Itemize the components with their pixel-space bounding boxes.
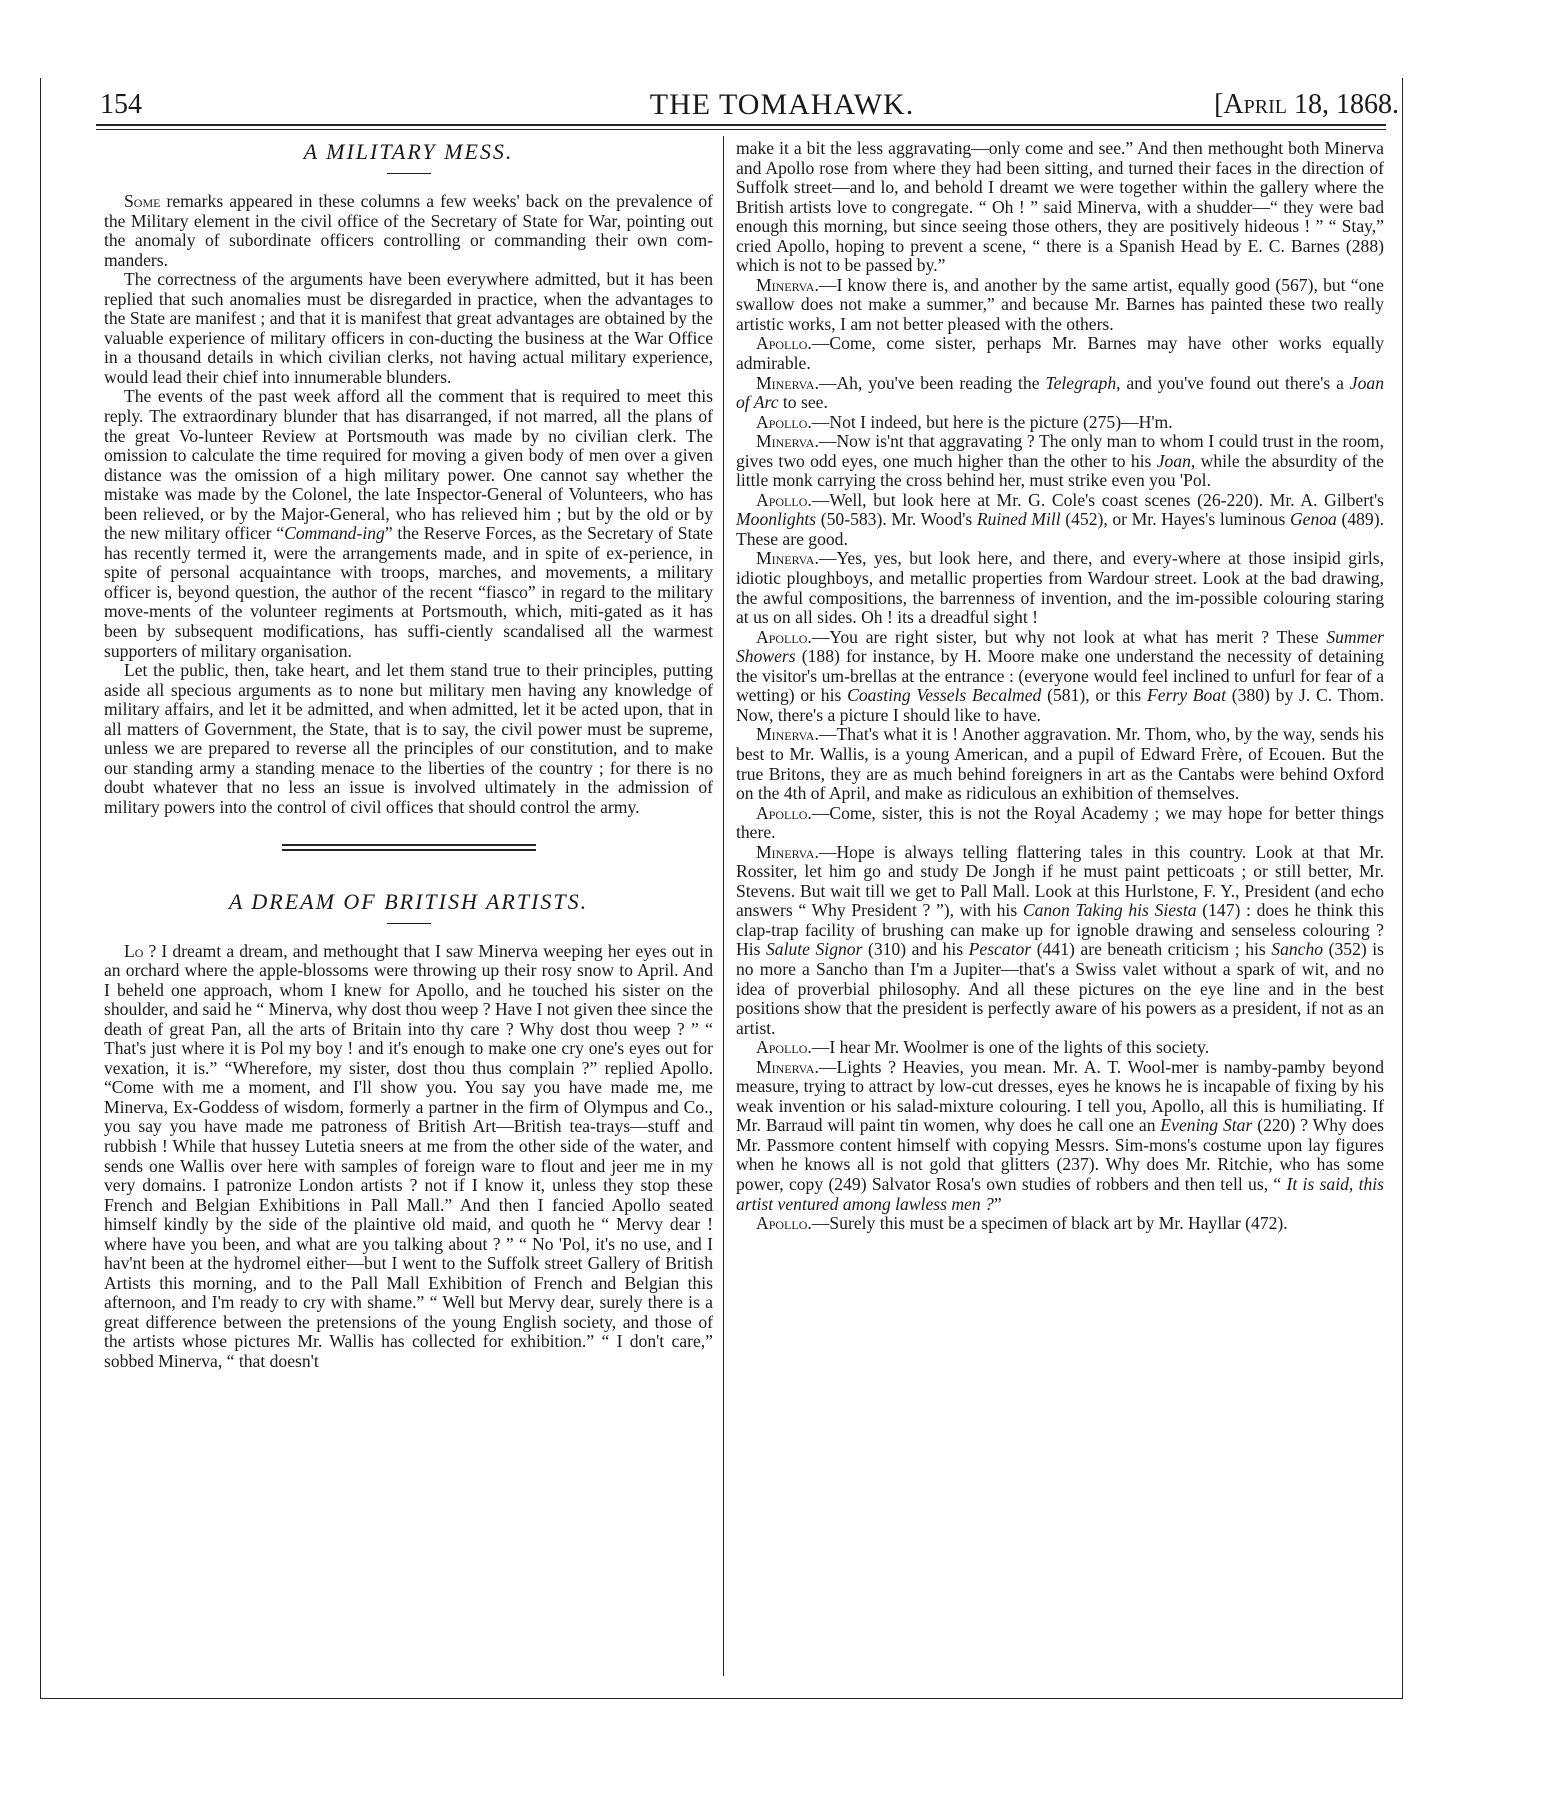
lead-word: Some: [124, 191, 161, 211]
dialogue-line: Apollo.—I hear Mr. Woolmer is one of the lights of this society.: [756, 1037, 1210, 1058]
dialogue-line: Minerva.—Yes, yes, but look here, and there, and every-where at those insipid girls, idiotic ploughboys, and metallic properties from Wardour street. Look at the bad drawing, the awful compositions, the barrenness of invention, and the im-possible colouring staring at us on all sides. Oh ! its a dreadful sight !: [736, 548, 1384, 628]
dialogue-line: Minerva.—I know there is, and another by the same artist, equally good (567), but “one swallow does not make a summer,” and because Mr. Barnes has painted these two really artistic works, I am not better pleased with the others.: [736, 274, 1384, 334]
dialogue-line: Apollo.—Not I indeed, but here is the picture (275)—H'm.: [756, 411, 1173, 432]
paragraph: make it a bit the less aggravating—only come and see.” And then methought both Minerva and Apollo rose from where they had been sitting, and turned their faces in the direction of Suffolk street—and lo, and behold I dreamt we were together within the gallery where the British artists love to congregate. “ Oh ! ” said Minerva, with a shudder—“ they were bad enough this morning, but since seeing those others, they are positively hideous ! ” “ Stay,” cried Apollo, hoping to prevent a scene, “ there is a Spanish Head by E. C. Barnes (288) which is not to be passed by.”: [736, 138, 1384, 276]
lead-word: Lo: [124, 940, 144, 961]
paragraph: Let the public, then, take heart, and let them stand true to their principles, putting aside all specious arguments as to none but military men having any knowledge of military affairs, and let it be admitted, and when admitted, let it be acted upon, that in all matters of Government, the State, that is to say, the civil power must be supreme, unless we are prepared to reverse all the principles of our constitution, and to make our standing army a standing menace to the liberties of the country ; for there is no doubt whatever that no less an issue is involved ultimately in the admission of military powers into the control of civil offices that should control the army.: [104, 660, 713, 817]
header-rule-top: [96, 124, 1386, 126]
left-column: [104, 139, 713, 1372]
dialogue-line: Apollo.—Come, come sister, perhaps Mr. Barnes may have other works equally admirable.: [736, 333, 1384, 374]
article-title-military-mess: A MILITARY MESS.: [303, 139, 514, 164]
title-dash: [387, 173, 431, 174]
publication-title: THE TOMAHAWK.: [649, 88, 915, 121]
paragraph: Some remarks appeared in these columns a few weeks' back on the prevalence of the Military element in the civil office of the Secretary of State for War, pointing out the anomaly of subordinate officers controlling or commanding their own com-manders.: [104, 191, 714, 270]
header-rule-bottom: [96, 129, 1386, 130]
paragraph: The correctness of the arguments have been everywhere admitted, but it has been replied that such anomalies must be disregarded in practice, when the advantages to the State are manifest ; and that it is manifest that great advantages are obtained by the valuable experience of military officers in con-ducting the business at the War Office in a thousand details in which civilian clerks, not having actual military experience, would lead their chief into innumerable blunders.: [104, 269, 713, 387]
dialogue-line: Minerva.—Lights ? Heavies, you mean. Mr. A. T. Wool-mer is namby-pamby beyond measure, trying to attract by low-cut dresses, eyes he knows he is incapable of fixing by his weak invention or his salad-mixture colouring. I tell you, Apollo, all this is humiliating. If Mr. Barraud will paint tin women, why does he call one an Evening Star (220) ? Why does Mr. Passmore content himself with copying Messrs. Sim-mons's costume upon lay figures when he knows all is not gold that glitters (237). Why does Mr. Ritchie, who has some power, copy (249) Salvator Rosa's own studies of robbers and then tell us, “ It is said, this artist ventured among lawless men ?”: [736, 1056, 1385, 1214]
right-column: [736, 139, 1384, 1234]
dialogue-line: Apollo.—Come, sister, this is not the Royal Academy ; we may hope for better things there.: [736, 802, 1384, 843]
dialogue-line: Apollo.—Well, but look here at Mr. G. Cole's coast scenes (26-220). Mr. A. Gilbert's Moonlights (50-583). Mr. Wood's Ruined Mill (452), or Mr. Hayes's luminous Genoa (489). These are good.: [736, 489, 1384, 549]
dialogue-line: Minerva.—That's what it is ! Another aggravation. Mr. Thom, who, by the way, sends his best to Mr. Wallis, is a young American, and a pupil of Edward Frère, of Ecouen. But the true Britons, they are as much behind foreigners in art as the Cantabs were behind Oxford on the 4th of April, and make as ridiculous an exhibition of themselves.: [736, 724, 1384, 804]
page-frame-left: [40, 78, 41, 1698]
title-dash: [387, 923, 431, 924]
column-divider: [723, 136, 724, 1676]
page-frame-bottom: [40, 1698, 1403, 1699]
dialogue-line: Minerva.—Ah, you've been reading the Telegraph, and you've found out there's a Joan of Arc to see.: [736, 372, 1384, 413]
dialogue-line: Minerva.—Hope is always telling flattering tales in this country. Look at that Mr. Rossiter, let him go and study De Jongh if he must paint petticoats ; or still better, Mr. Stevens. But wait till we get to Pall Mall. Look at this Hurlstone, F. Y., President (and echo answers “ Why President ? ”), with his Canon Taking his Siesta (147) : does he think this clap-trap facility of brushing can make up for ignoble drawing and senseless colouring ? His Salute Signor (310) and his Pescator (441) are beneath criticism ; his Sancho (352) is no more a Sancho than I'm a Jupiter—that's a Swiss valet without a spark of wit, and no idea of proverbial philosophy. And all these pictures on the eye line and in the best positions show that the president is perfectly aware of his powers as a president, if not as an artist.: [736, 841, 1385, 1038]
dialogue-line: Apollo.—Surely this must be a specimen of black art by Mr. Hayllar (472).: [756, 1213, 1288, 1234]
issue-date: [April 18, 1868.: [1214, 89, 1399, 120]
article-title-british-artists: A DREAM OF BRITISH ARTISTS.: [228, 888, 589, 914]
paragraph: The events of the past week afford all the comment that is required to meet this reply. The extraordinary blunder that has disarranged, if not marred, all the plans of the great Vo-lunteer Review at Portsmouth was made by no civilian clerk. The omission to calculate the time required for moving a given body of men over a given distance was the omission of a high military power. One cannot say whether the mistake was made by the Colonel, the late Inspector-General of Volunteers, who has been relieved, or by the Major-General, who has relieved him ; but by the old or by the new military officer “Command-ing” the Reserve Forces, as the Secretary of State has recently termed it, were the arrangements made, and in spite of ex-perience, in spite of personal acquaintance with troops, marches, and movements, a military officer is, beyond question, the author of the recent “fiasco” in regard to the military move-ments of the volunteer regiments at Portsmouth, which, miti-gated as it has been by subsequent modifications, has suffi-ciently scandalised all the warmest supporters of military organisation.: [104, 386, 713, 661]
dialogue-line: Minerva.—Now is'nt that aggravating ? The only man to whom I could trust in the room, gives two odd eyes, one much higher than the other to his Joan, while the absurdity of the little monk carrying the cross behind her, must strike even you 'Pol.: [736, 431, 1384, 491]
page-number: 154: [100, 89, 142, 120]
dialogue-line: Apollo.—You are right sister, but why not look at what has merit ? These Summer Showers (188) for instance, by H. Moore make one understand the necessity of detaining the visitor's um-brellas at the entrance : (everyone would feel inclined to unfurl for fear of a wetting) or his Coasting Vessels Becalmed (581), or this Ferry Boat (380) by J. C. Thom. Now, there's a picture I should like to have.: [736, 626, 1385, 725]
page-frame-right: [1402, 78, 1403, 1698]
paragraph: Lo ? I dreamt a dream, and methought that I saw Minerva weeping her eyes out in an orchard where the apple-blossoms were throwing up their rosy snow to April. And I beheld one approach, whom I knew for Apollo, and he touched his sister on the shoulder, and said he “ Minerva, why dost thou weep ? Have I not given thee since the death of great Pan, all the arts of Britain into thy care ? Why dost thou weep ? ” “ That's just where it is Pol my boy ! and it's enough to make one cry one's eyes out for vexation, it is.” “Wherefore, my sister, dost thou thus complain ?” replied Apollo. “Come with me a moment, and I'll show you. You say you have made me, me Minerva, Ex-Goddess of wisdom, formerly a partner in the firm of Olympus and Co., you say you have made me patroness of British Art—British tea-trays—stuff and rubbish ! While that hussey Lutetia sneers at me from the other side of the water, and sends one Wallis over here with samples of foreign ware to flout and jeer me in my very domains. I patronize London artists ? not if I know it, unless they stop these French and Belgian Exhibitions in Pall Mall.” And then I fancied Apollo seated himself kindly by the side of the plaintive old maid, and quoth he “ Mervy dear ! where have you been, and what are you talking about ? ” “ No 'Pol, it's no use, and I hav'nt been at the hydromel either—but I went to the Suffolk street Gallery of British Artists this morning, and to the Pall Mall Exhibition of French and Belgian this afternoon, and I'm ready to cry with shame.” “ Well but Mervy dear, surely there is a great difference between the pretensions of the young English society, and those of the artists whose pictures Mr. Wallis has collected for exhibition.” “ I don't care,” sobbed Minerva, “ that doesn't: [104, 940, 714, 1371]
section-separator: [282, 844, 536, 851]
